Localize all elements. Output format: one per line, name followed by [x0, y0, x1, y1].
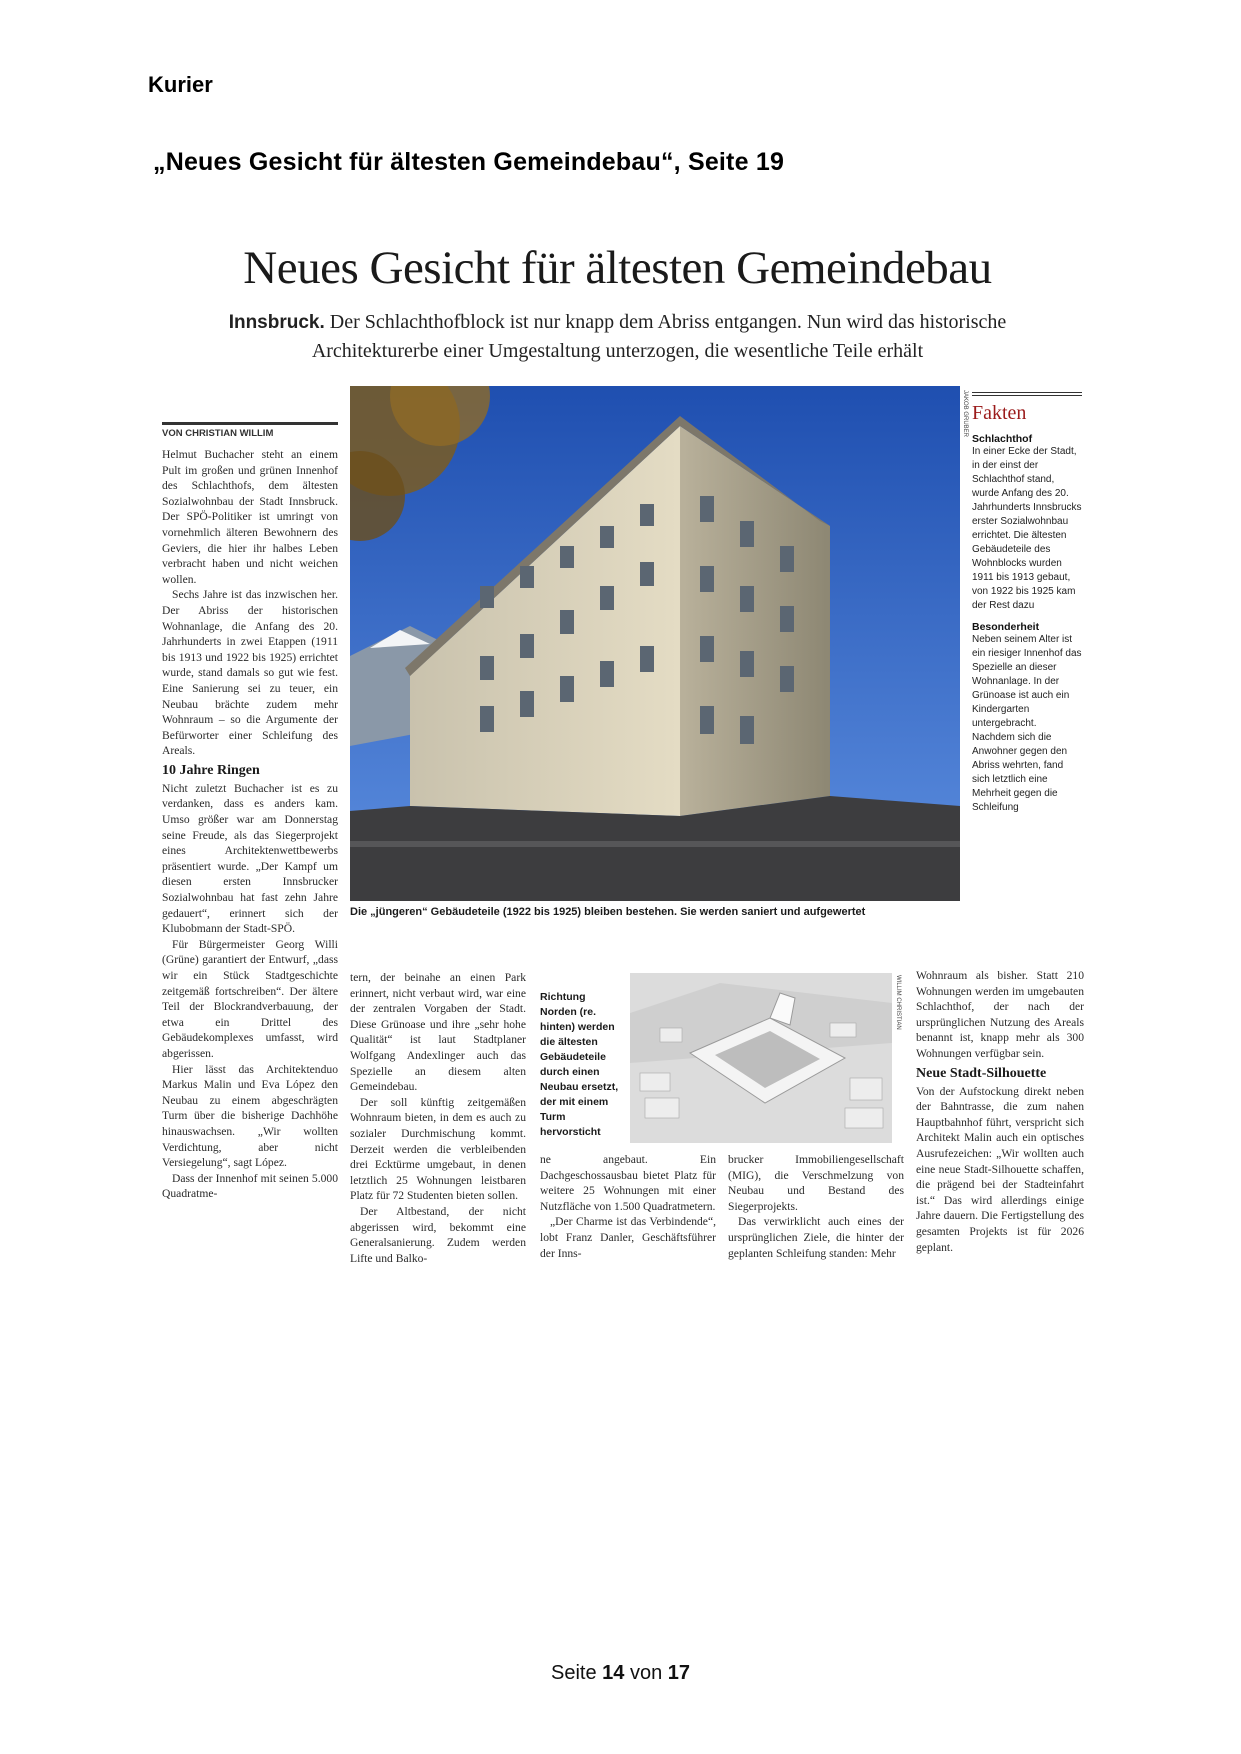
facts-text: In einer Ecke der Stadt, in der einst der Schlachthof stand, wurde Anfang des 20. Jahrhunderts Innsbrucks erster Sozialwohnbau errichtet. Die ältesten Gebäudeteile des Wohnblocks wurden 1911 bis 1913 gebaut, von 1922 bis 1925 kam der Rest dazu: [972, 446, 1082, 611]
paragraph: Sechs Jahre ist das inzwischen her. Der Abriss der historischen Wohnanlage, die Anfang des 20. Jahrhunderts in zwei Etappen (1911 bis 1913 und 1922 bis 1925) errichtet wurde, stand damals so gut wie fest. Eine Sanierung sei zu teuer, ein Neubau brächte zudem mehr Wohnraum – so die Argumente der Befürworter einer Schleifung des Areals.: [162, 588, 338, 758]
paragraph: Wohnraum als bisher. Statt 210 Wohnungen werden im umgebauten Schlachthof, der nach der ursprünglichen Nutzung des Areals benannt ist, knapp mehr als 300 Wohnungen verfügbar sein.: [916, 969, 1084, 1060]
photo-caption: Die „jüngeren“ Gebäudeteile (1922 bis 1925) bleiben bestehen. Sie werden saniert und aufgewertet: [350, 906, 866, 918]
section-heading: Neue Stadt-Silhouette: [916, 1065, 1047, 1081]
paragraph: „Der Charme ist das Verbindende“, lobt Franz Danler, Geschäftsführer der Inns-: [540, 1215, 716, 1260]
paragraph: Der soll künftig zeitgemäßen Wohnraum bieten, in dem es auch zu sozialer Durchmischung kommt. Derzeit werden die verbleibenden drei Ecktürme umgebaut, in denen letztlich 25 Wohnungen leistbaren Platz für 72 Studenten bieten sollen.: [350, 1095, 526, 1203]
paragraph: Nicht zuletzt Buchacher ist es zu verdanken, dass es anders kam. Umso größer war am Donnerstag seine Freude, als das Siegerprojekt eines Architektenwettbewerbs präsentiert wurde. „Der Kampf um diesen ersten Innsbrucker Sozialwohnbau hat fast zehn Jahre gedauert“, erinnert sich der Klubobmann der Stadt-SPÖ.: [162, 781, 338, 936]
subhead-text: Der Schlachthofblock ist nur knapp dem Abriss entgangen. Nun wird das historische Architekturerbe einer Umgestaltung unterzogen, die wesentliche Teile erhält: [311, 311, 1007, 362]
paragraph: Von der Aufstockung direkt neben der Bahntrasse, die zum nahen Hauptbahnhof führt, verspricht sich Architekt Malin auch ein optisches Ausrufezeichen: „Wir wollten auch eine neue Stadt-Silhouette schaffen, die prägend bei der Stadteinfahrt ist.“ Das wird allerdings einige Jahre dauern. Die Fertigstellung des gesamten Projekts ist für 2026 geplant.: [916, 1084, 1084, 1254]
building-photo: [350, 386, 960, 901]
column-5: [916, 968, 1084, 1255]
column-4: [728, 1152, 904, 1261]
total-pages: 17: [667, 1662, 690, 1684]
subheadline: [170, 308, 1065, 365]
article-reference-title: „Neues Gesicht für ältesten Gemeindebau“, Seite 19: [153, 148, 785, 176]
paragraph: Dass der Innenhof mit seinen 5.000 Quadratme-: [162, 1171, 338, 1201]
page-prefix: Seite: [550, 1662, 603, 1684]
paragraph: ne angebaut. Ein Dachgeschossausbau bietet Platz für weitere 25 Wohnungen mit einer Nutzfläche von 1.500 Quadratmetern.: [540, 1153, 716, 1213]
paragraph: tern, der beinahe an einen Park erinnert, nicht verbaut wird, war eine der zentralen Vorgaben der Stadt. Diese Grünoase und ihre „sehr hohe Qualität“ ist laut Stadtplaner Wolfgang Andexlinger auch das Spezielle an diesem alten Gemeindebau.: [350, 971, 526, 1094]
headline: Neues Gesicht für ältesten Gemeindebau: [243, 242, 992, 294]
byline: VON CHRISTIAN WILLIM: [162, 422, 338, 439]
page-number: [0, 1662, 1241, 1685]
paragraph: Helmut Buchacher steht an einem Pult im großen und grünen Innenhof des Schlachthofs, dem ältesten Sozialwohnbau der Stadt Innsbruck. Der SPÖ-Politiker ist umringt von vornehmlich älteren Bewohnern des Geviers, die hier ihr halbes Leben verbracht haben und nicht weichen wollen.: [162, 448, 338, 586]
facts-title: Fakten: [972, 402, 1027, 424]
paragraph: Für Bürgermeister Georg Willi (Grüne) garantiert der Entwurf, „dass wir ein Stück Stadtgeschichte zeitgemäß fortschreiben“. Der ältere Teil der Blockrandverbauung, der etwa ein Drittel des Gebäudekomplexes umfasst, wird abgerissen.: [162, 937, 338, 1060]
column-1: [162, 422, 338, 1202]
paragraph: Das verwirklicht auch eines der ursprünglichen Ziele, die hinter der geplanten Schleifung standen: Mehr: [728, 1215, 904, 1260]
facts-heading: Schlachthof: [972, 433, 1033, 445]
paragraph: Hier lässt das Architektenduo Markus Malin und Eva López den Neubau zu einem abgeschrägten Turm über die bisherige Dachhöhe hinauswachsen. „Wir wollten Verdichtung, aber nicht Versiegelung“, sagt López.: [162, 1062, 338, 1170]
source-label: Kurier: [148, 72, 213, 97]
facts-heading: Besonderheit: [972, 621, 1040, 633]
model-photo-credit: WILLIM CHRISTIAN: [895, 975, 901, 1030]
model-caption: Richtung Norden (re. hinten) werden die ältesten Gebäudeteile durch einen Neubau ersetzt, der mit einem Turm hervorsticht: [540, 991, 619, 1138]
architecture-model-photo: [630, 973, 892, 1143]
page-middle: von: [624, 1662, 668, 1684]
photo-credit: JAKOB GRUBER: [962, 390, 968, 438]
current-page: 14: [602, 1662, 625, 1684]
newspaper-clipping: [150, 230, 1085, 1320]
facts-box: [972, 392, 1082, 815]
column-3: [540, 1152, 716, 1261]
paragraph: Der Altbestand, der nicht abgerissen wird, bekommt eine Generalsanierung. Zudem werden Lifte und Balko-: [350, 1204, 526, 1265]
model-illustration: [630, 973, 892, 1143]
column-2: [350, 970, 526, 1266]
subhead-location: Innsbruck.: [228, 312, 325, 333]
building-illustration: [350, 386, 960, 901]
section-heading: 10 Jahre Ringen: [162, 762, 260, 778]
paragraph: brucker Immobiliengesellschaft (MIG), die Verschmelzung von Neubau und Bestand des Siegerprojekts.: [728, 1153, 904, 1213]
facts-text: Neben seinem Alter ist ein riesiger Innenhof das Spezielle an dieser Wohnanlage. In der Grünoase ist auch ein Kindergarten untergebracht. Nachdem sich die Anwohner gegen den Abriss wehrten, fand sich letztlich eine Mehrheit gegen die Schleifung: [972, 634, 1082, 813]
